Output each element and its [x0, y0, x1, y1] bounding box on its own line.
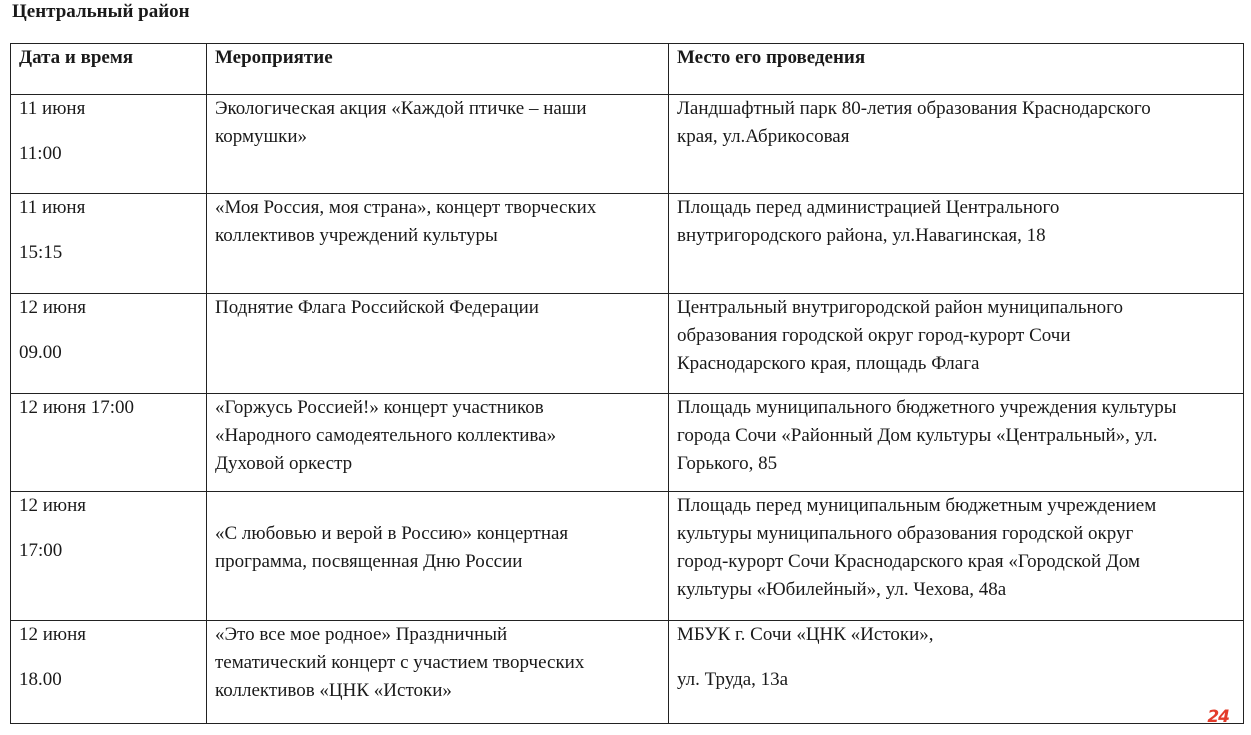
event-line: Поднятие Флага Российской Федерации — [215, 297, 539, 318]
table-row — [11, 194, 1244, 294]
event-line: «Народного самодеятельного коллектива» — [215, 425, 557, 446]
place-line: города Сочи «Районный Дом культуры «Центральный», ул. — [677, 425, 1158, 446]
event-line: тематический концерт с участием творческих — [215, 652, 585, 673]
date-text: 12 июня 17:00 — [19, 397, 135, 418]
place-cell — [669, 194, 1244, 294]
column-header-event: Мероприятие — [207, 44, 669, 95]
place-line: Площадь перед администрацией Центрального — [677, 197, 1060, 218]
place-cell — [669, 621, 1244, 724]
place-line: Горького, 85 — [677, 453, 778, 474]
event-line: коллективов «ЦНК «Истоки» — [215, 680, 452, 701]
place-line: город-курорт Сочи Краснодарского края «Городской Дом — [677, 551, 1141, 572]
table-row — [11, 492, 1244, 621]
place-line: Площадь перед муниципальным бюджетным учреждением — [677, 495, 1157, 516]
event-cell — [207, 194, 669, 294]
datetime-cell — [11, 294, 207, 394]
date-text: 12 июня — [19, 297, 87, 318]
place-line: образования городской округ город-курорт Сочи — [677, 325, 1071, 346]
event-line: «Это все мое родное» Праздничный — [215, 624, 508, 645]
datetime-cell — [11, 621, 207, 724]
event-cell — [207, 95, 669, 194]
datetime-cell — [11, 492, 207, 621]
table-row — [11, 95, 1244, 194]
event-line: Экологическая акция «Каждой птичке – наши — [215, 98, 587, 119]
place-line: края, ул.Абрикосовая — [677, 126, 850, 147]
place-line: Ландшафтный парк 80-летия образования Краснодарского — [677, 98, 1151, 119]
event-line: Духовой оркестр — [215, 453, 353, 474]
table-header-row — [11, 44, 1244, 95]
event-line: кормушки» — [215, 126, 308, 147]
date-text: 11 июня — [19, 98, 86, 119]
place-line: МБУК г. Сочи «ЦНК «Истоки», — [677, 624, 934, 645]
time-text: 18.00 — [19, 669, 62, 690]
datetime-cell — [11, 394, 207, 492]
datetime-cell — [11, 95, 207, 194]
place-cell — [669, 394, 1244, 492]
event-cell — [207, 294, 669, 394]
date-text: 12 июня — [19, 624, 87, 645]
table-row — [11, 294, 1244, 394]
column-header-place: Место его проведения — [669, 44, 1244, 95]
place-line: Центральный внутригородской район муниципального — [677, 297, 1123, 318]
events-table — [10, 43, 1244, 724]
column-header-datetime: Дата и время — [11, 44, 207, 95]
event-cell — [207, 394, 669, 492]
table-row — [11, 394, 1244, 492]
place-line: Площадь муниципального бюджетного учреждения культуры — [677, 397, 1177, 418]
date-text: 12 июня — [19, 495, 87, 516]
place-line: внутригородского района, ул.Навагинская, 18 — [677, 225, 1046, 246]
time-text: 15:15 — [19, 242, 63, 263]
place-cell — [669, 492, 1244, 621]
place-cell — [669, 95, 1244, 194]
page-heading: Центральный район — [12, 1, 190, 22]
event-line: коллективов учреждений культуры — [215, 225, 498, 246]
event-line: «Моя Россия, моя страна», концерт творческих — [215, 197, 597, 218]
datetime-cell — [11, 194, 207, 294]
place-line: культуры «Юбилейный», ул. Чехова, 48а — [677, 579, 1007, 600]
place-line: культуры муниципального образования городской округ — [677, 523, 1134, 544]
place-line: ул. Труда, 13а — [677, 669, 789, 690]
event-line: «Горжусь Россией!» концерт участников — [215, 397, 544, 418]
time-text: 11:00 — [19, 143, 62, 164]
date-text: 11 июня — [19, 197, 86, 218]
place-line: Краснодарского края, площадь Флага — [677, 353, 980, 374]
watermark-logo: 24 — [1207, 707, 1229, 727]
time-text: 17:00 — [19, 540, 63, 561]
time-text: 09.00 — [19, 342, 62, 363]
event-line: программа, посвященная Дню России — [215, 551, 523, 572]
event-cell — [207, 492, 669, 621]
event-cell — [207, 621, 669, 724]
event-line: «С любовью и верой в Россию» концертная — [215, 523, 569, 544]
place-cell — [669, 294, 1244, 394]
table-row — [11, 621, 1244, 724]
